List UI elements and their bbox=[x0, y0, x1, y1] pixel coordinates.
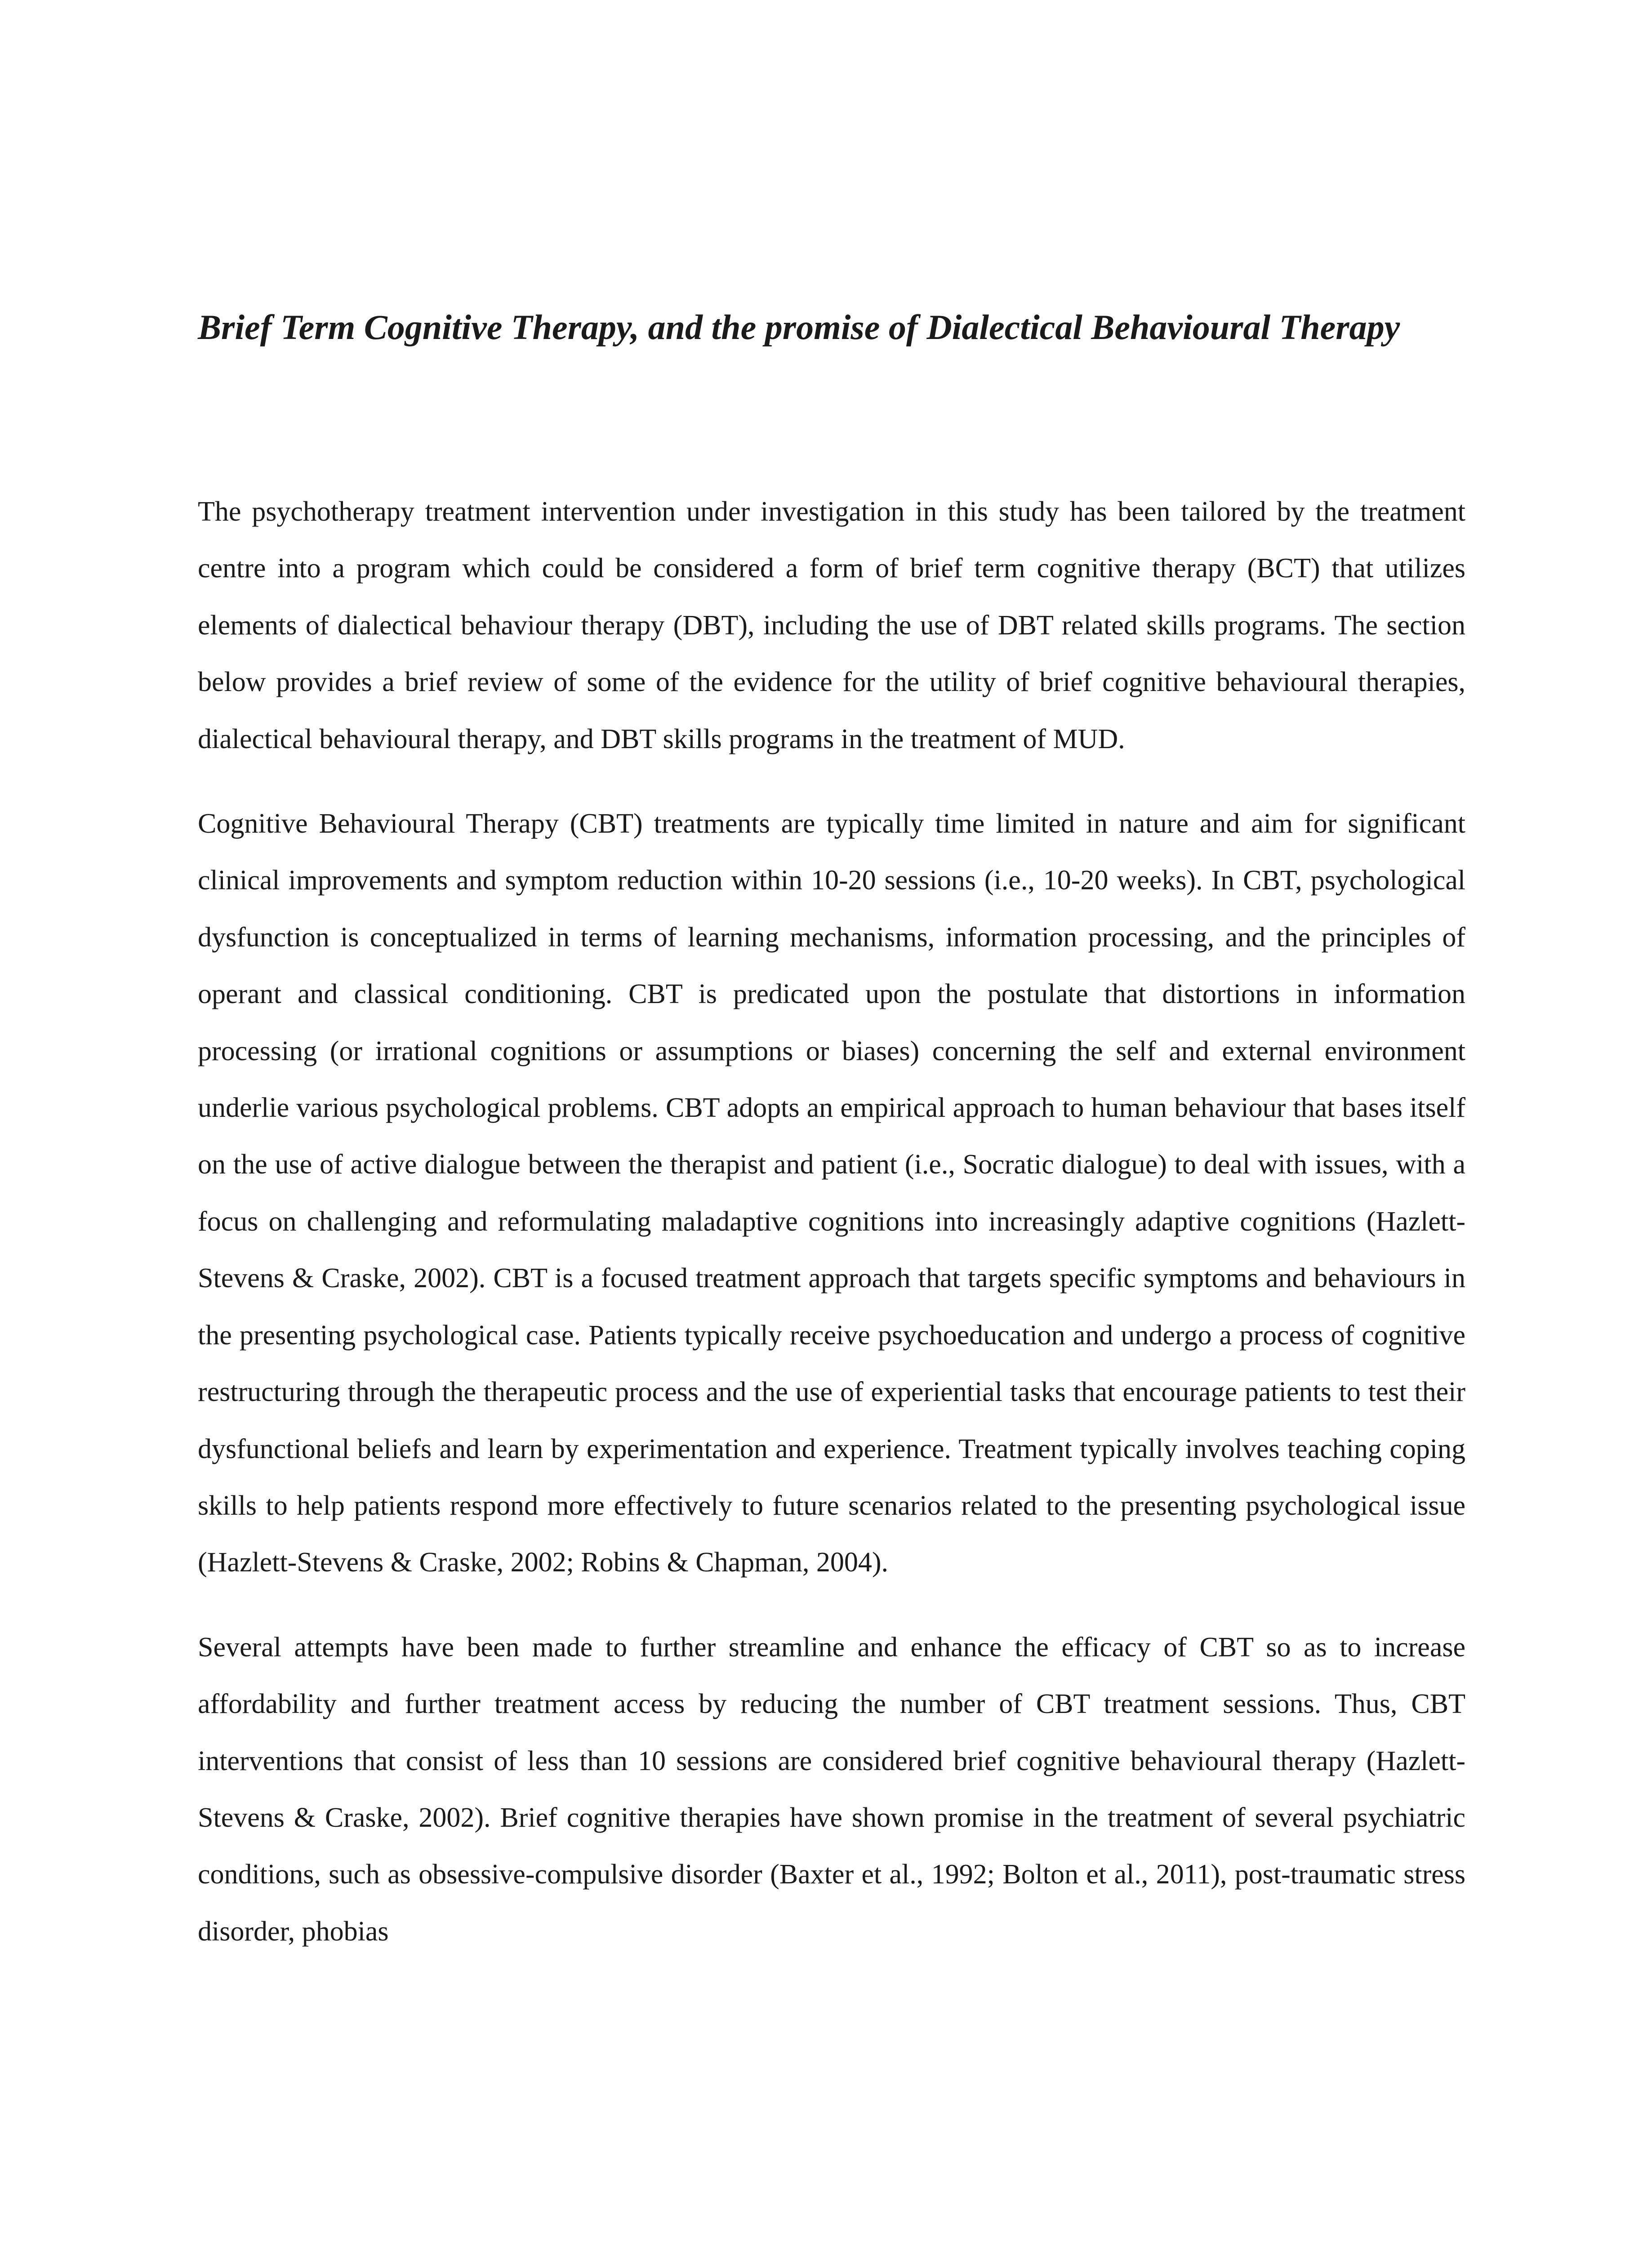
paragraph-brief-cbt: Several attempts have been made to further streamline and enhance the efficacy of CBT so as to increase affordability and further treatment access by reducing the number of CBT treatment sessions. Thus, CBT interventions that consist of less than 10 sessions are considered brief cognitive behavioural therapy (Hazlett-Stevens & Craske, 2002). Brief cognitive therapies have shown promise in the treatment of several psychiatric conditions, such as obsessive-compulsive disorder (Baxter et al., 1992; Bolton et al., 2011), post-traumatic stress disorder, phobias bbox=[198, 1632, 1465, 1947]
section-heading: Brief Term Cognitive Therapy, and the promise of Dialectical Behavioural Therapy bbox=[198, 308, 1400, 347]
paragraph-cbt-overview: Cognitive Behavioural Therapy (CBT) treatments are typically time limited in nature and aim for significant clinical improvements and symptom reduction within 10-20 sessions (i.e., 10-20 weeks). In CBT, psychological dysfunction is conceptualized in terms of learning mechanisms, information processing, and the principles of operant and classical conditioning. CBT is predicated upon the postulate that distortions in information processing (or irrational cognitions or assumptions or biases) concerning the self and external environment underlie various psychological problems. CBT adopts an empirical approach to human behaviour that bases itself on the use of active dialogue between the therapist and patient (i.e., Socratic dialogue) to deal with issues, with a focus on challenging and reformulating maladaptive cognitions into increasingly adaptive cognitions (Hazlett-Stevens & Craske, 2002). CBT is a focused treatment approach that targets specific symptoms and behaviours in the presenting psychological case. Patients typically receive psychoeducation and undergo a process of cognitive restructuring through the therapeutic process and the use of experiential tasks that encourage patients to test their dysfunctional beliefs and learn by experimentation and experience. Treatment typically involves teaching coping skills to help patients respond more effectively to future scenarios related to the presenting psychological issue (Hazlett-Stevens & Craske, 2002; Robins & Chapman, 2004). bbox=[198, 808, 1465, 1578]
paragraph-intro: The psychotherapy treatment intervention under investigation in this study has been tailored by the treatment centre into a program which could be considered a form of brief term cognitive therapy (BCT) that utilizes elements of dialectical behaviour therapy (DBT), including the use of DBT related skills programs. The section below provides a brief review of some of the evidence for the utility of brief cognitive behavioural therapies, dialectical behavioural therapy, and DBT skills programs in the treatment of MUD. bbox=[198, 496, 1465, 754]
body-text bbox=[198, 483, 1465, 1988]
